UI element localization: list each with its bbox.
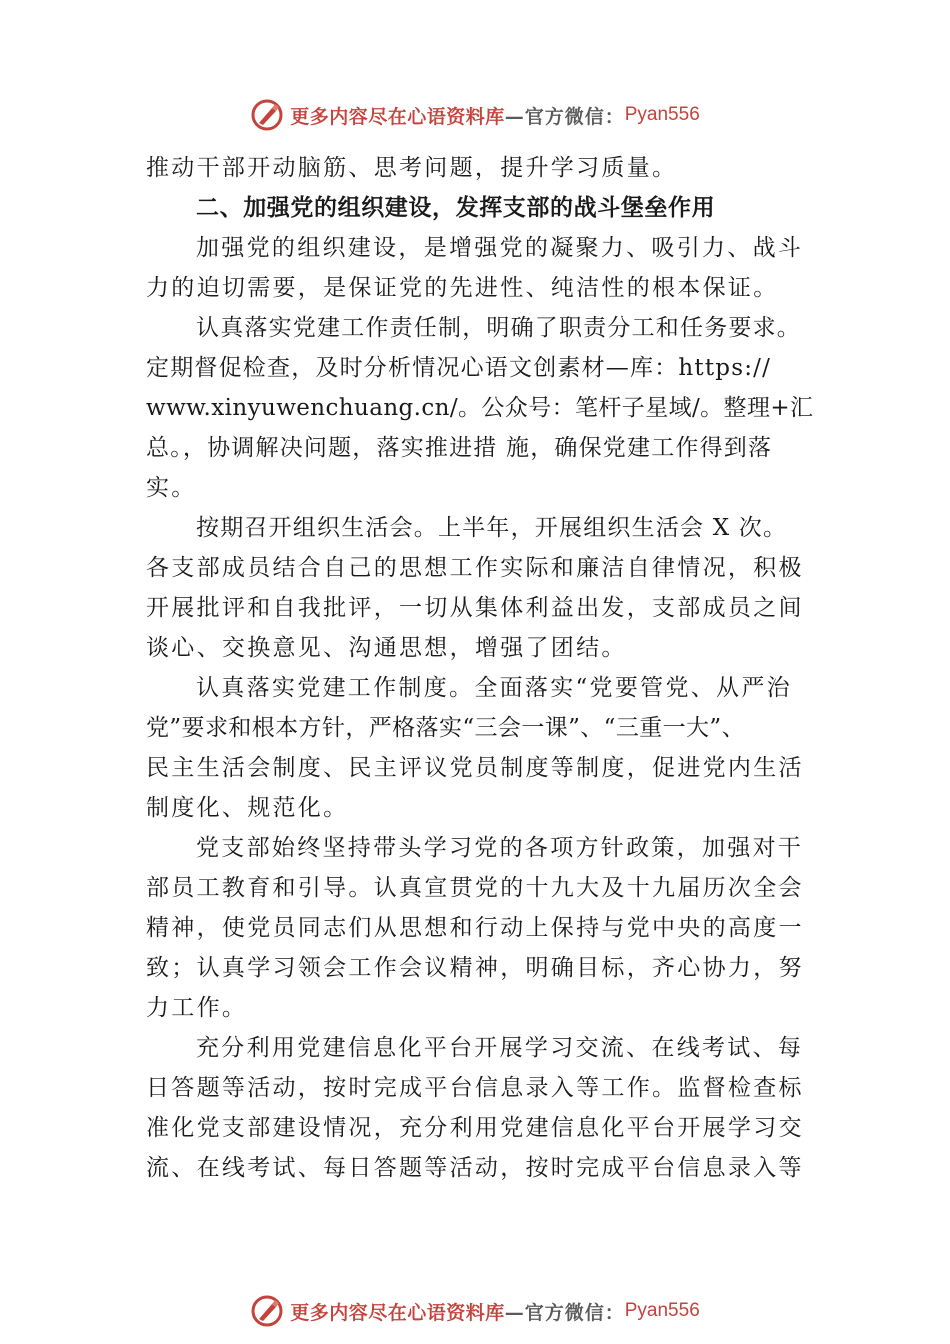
text-line: 实。 <box>146 475 197 501</box>
text-line: 党”要求和根本方针，严格落实“三会一课”、“三重一大”、 <box>146 715 745 741</box>
text-line: 党支部始终坚持带头学习党的各项方针政策，加强对干 <box>196 835 804 861</box>
text-line: 力工作。 <box>146 995 248 1021</box>
header-banner <box>0 92 950 138</box>
text-line: 推动干部开动脑筋、思考问题，提升学习质量。 <box>146 155 678 181</box>
text-line: 定期督促检查，及时分析情况心语文创素材—库：https:// <box>146 355 772 381</box>
text-line: 致；认真学习领会工作会议精神，明确目标，齐心协力，努 <box>146 955 804 981</box>
banner-text: 更多内容尽在心语资料库 <box>290 105 505 128</box>
text-line: 民主生活会制度、民主评议党员制度等制度，促进党内生活 <box>146 755 804 781</box>
pen-circle-logo-icon <box>250 1294 284 1328</box>
document-body <box>146 148 824 1188</box>
text-line: 制度化、规范化。 <box>146 795 349 821</box>
text-line: 认真落实党建工作制度。全面落实“党要管党、从严治 <box>196 675 792 701</box>
text-line: 按期召开组织生活会。上半年，开展组织生活会 X 次。 <box>196 515 788 541</box>
text-line: 开展批评和自我批评，一切从集体利益出发，支部成员之间 <box>146 595 804 621</box>
pen-circle-logo-icon <box>250 98 284 132</box>
banner-contact: Pyan556 <box>624 104 700 125</box>
text-line: 部员工教育和引导。认真宣贯党的十九大及十九届历次全会 <box>146 875 804 901</box>
banner-separator: —官方微信： <box>504 1301 625 1324</box>
banner-text: 更多内容尽在心语资料库 <box>290 1301 505 1324</box>
text-line: 日答题等活动，按时完成平台信息录入等工作。监督检查标 <box>146 1075 804 1101</box>
text-line: 各支部成员结合自己的思想工作实际和廉洁自律情况，积极 <box>146 555 804 581</box>
text-line: 准化党支部建设情况，充分利用党建信息化平台开展学习交 <box>146 1115 804 1141</box>
banner-separator: —官方微信： <box>504 105 625 128</box>
section-heading: 二、加强党的组织建设，发挥支部的战斗堡垒作用 <box>196 195 716 221</box>
text-line: 精神，使党员同志们从思想和行动上保持与党中央的高度一 <box>146 915 804 941</box>
text-line: 力的迫切需要，是保证党的先进性、纯洁性的根本保证。 <box>146 275 779 301</box>
text-line: 认真落实党建工作责任制，明确了职责分工和任务要求。 <box>196 315 801 341</box>
text-line: 谈心、交换意见、沟通思想，增强了团结。 <box>146 635 627 661</box>
footer-banner <box>0 1288 950 1334</box>
text-line: 总。，协调解决问题，落实推进措 施，确保党建工作得到落 <box>146 435 773 461</box>
text-line: 流、在线考试、每日答题等活动，按时完成平台信息录入等 <box>146 1155 804 1181</box>
banner-contact: Pyan556 <box>624 1300 700 1321</box>
text-line: 充分利用党建信息化平台开展学习交流、在线考试、每 <box>196 1035 804 1061</box>
text-line: 加强党的组织建设，是增强党的凝聚力、吸引力、战斗 <box>196 235 804 261</box>
text-line: www.xinyuwenchuang.cn/。公众号：笔杆子星域/。整理+汇 <box>146 395 814 421</box>
